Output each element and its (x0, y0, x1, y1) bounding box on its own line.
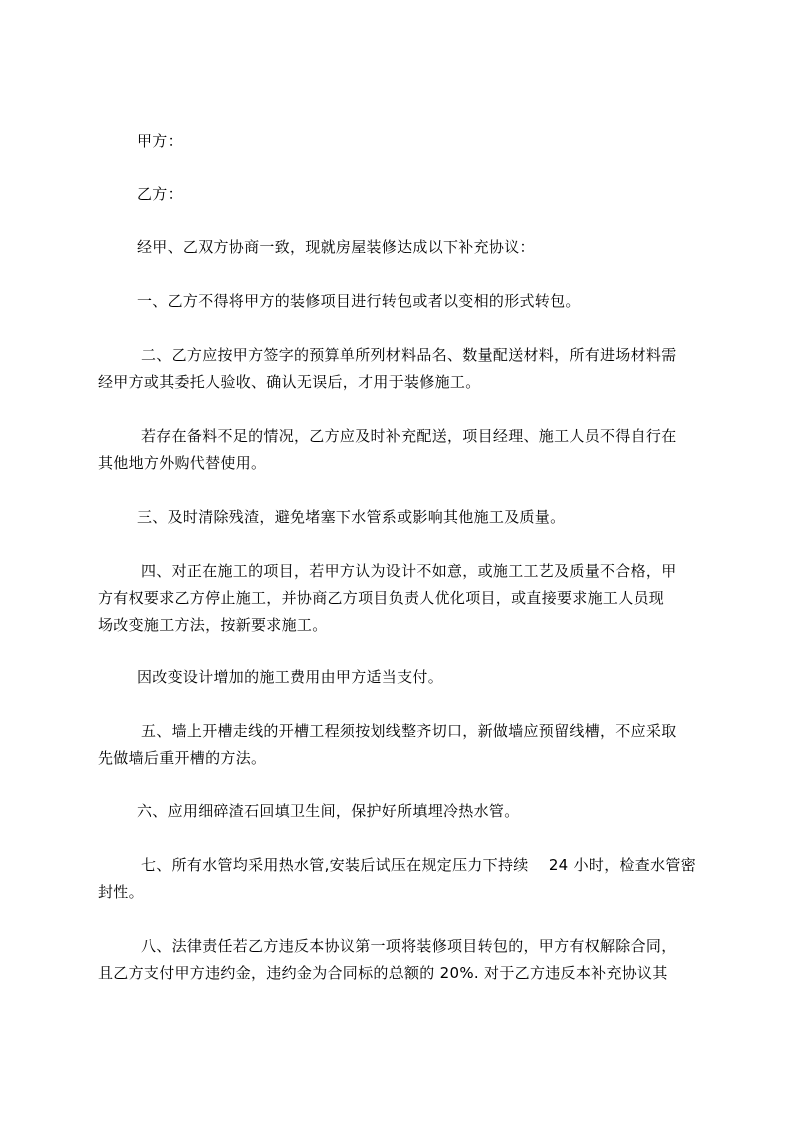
clause-8-line-2: 且乙方支付甲方违约金，违约金为合同标的总额的 20%. 对于乙方违反本补充协议其 (98, 964, 668, 982)
clause-4-line-1: 四、对正在施工的项目，若甲方认为设计不如意，或施工工艺及质量不合格，甲 (141, 562, 677, 580)
clause-2-line-1: 二、乙方应按甲方签字的预算单所列材料品名、数量配送材料，所有进场材料需 (141, 346, 677, 364)
clause-5-line-1: 五、墙上开槽走线的开槽工程须按划线整齐切口，新做墙应预留线槽，不应采取 (141, 722, 677, 740)
clause-1: 一、乙方不得将甲方的装修项目进行转包或者以变相的形式转包。 (137, 292, 581, 310)
clause-5-line-2: 先做墙后重开槽的方法。 (98, 749, 267, 767)
clause-6: 六、应用细碎渣石回填卫生间，保护好所填埋冷热水管。 (137, 802, 520, 820)
clause-8-line-1: 八、法律责任若乙方违反本协议第一项将装修项目转包的，甲方有权解除合同， (141, 937, 677, 955)
party-b-label: 乙方： (137, 185, 183, 203)
intro-paragraph: 经甲、乙双方协商一致，现就房屋装修达成以下补充协议： (137, 238, 535, 256)
clause-2-line-2: 经甲方或其委托人验收、确认无误后，才用于装修施工。 (98, 373, 481, 391)
clause-4b: 因改变设计增加的施工费用由甲方适当支付。 (137, 668, 444, 686)
clause-4-line-2: 方有权要求乙方停止施工，并协商乙方项目负责人优化项目，或直接要求施工人员现 (98, 589, 665, 607)
clause-4-line-3: 场改变施工方法，按新要求施工。 (98, 616, 328, 634)
clause-7-line-2: 封性。 (98, 883, 144, 901)
party-a-label: 甲方： (137, 132, 183, 150)
clause-7-line-1: 七、所有水管均采用热水管,安装后试压在规定压力下持续 24 小时，检查水管密 (141, 856, 696, 874)
clause-3: 三、及时清除残渣，避免堵塞下水管系或影响其他施工及质量。 (137, 508, 566, 526)
clause-2b-line-2: 其他地方外购代替使用。 (98, 454, 267, 472)
clause-2b-line-1: 若存在备料不足的情况，乙方应及时补充配送，项目经理、施工人员不得自行在 (141, 427, 677, 445)
